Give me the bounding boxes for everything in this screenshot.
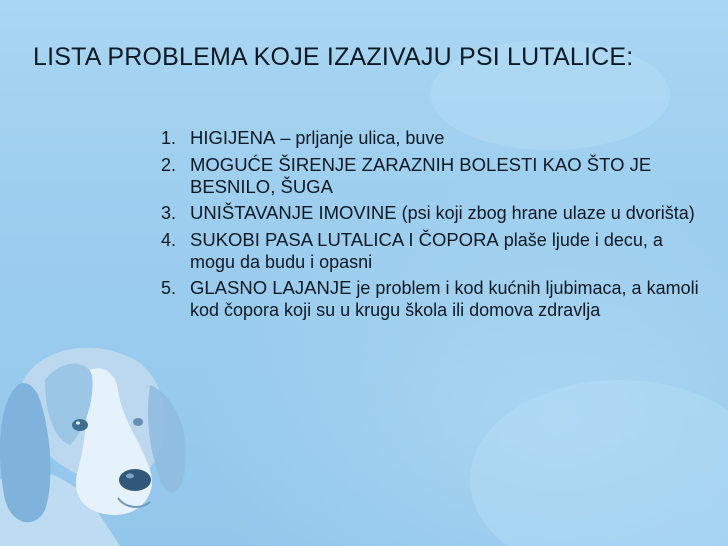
slide-title: LISTA PROBLEMA KOJE IZAZIVAJU PSI LUTALICE: — [33, 43, 634, 71]
item-heading: SUKOBI PASA LUTALICA I ČOPORA — [190, 228, 499, 250]
item-text — [190, 154, 711, 198]
item-number: 5. — [161, 278, 177, 298]
item-detail: – prljanje ulica, buve — [275, 128, 445, 148]
item-detail: je problem i kod kućnih ljubimaca, a kamoli kod čopora koji su u krugu škola ili domova zdravlja — [190, 278, 699, 320]
item-detail: plaše ljude i decu, a mogu da budu i opasni — [190, 229, 663, 272]
item-text — [190, 127, 711, 149]
list-item — [161, 277, 711, 321]
list-item — [161, 229, 711, 273]
list-item — [161, 202, 711, 224]
list-item — [161, 127, 711, 149]
item-heading: GLASNO LAJANJE — [190, 277, 352, 298]
item-heading: HIGIJENA — [190, 127, 276, 148]
item-detail: (psi koji zbog hrane ulaze u dvorišta) — [396, 203, 695, 223]
item-number: 1. — [161, 128, 177, 148]
background-glow-shape — [470, 380, 728, 546]
list-item — [161, 154, 711, 198]
item-heading: UNIŠTAVANJE IMOVINE — [190, 202, 397, 223]
beagle-illustration-icon — [0, 330, 200, 546]
item-heading: MOGUĆE ŠIRENJE ZARAZNIH BOLESTI KAO ŠTO JE BESNILO, ŠUGA — [190, 153, 652, 197]
item-text — [190, 277, 711, 321]
item-text — [190, 229, 711, 273]
item-number: 4. — [161, 229, 177, 250]
item-text — [190, 202, 711, 224]
item-number: 2. — [161, 154, 177, 175]
problem-list — [161, 127, 711, 326]
item-number: 3. — [161, 203, 177, 223]
